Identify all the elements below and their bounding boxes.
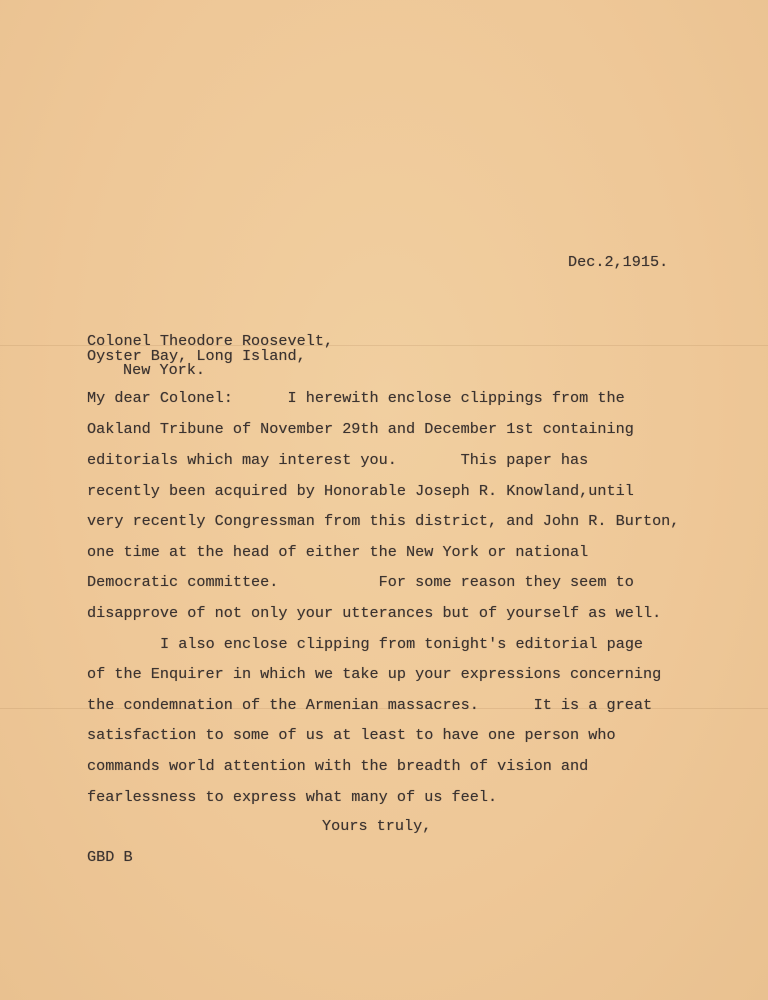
body-line: of the Enquirer in which we take up your expressions concerning bbox=[87, 665, 662, 683]
closing: Yours truly, bbox=[322, 817, 432, 835]
body-line: fearlessness to express what many of us feel. bbox=[87, 788, 498, 806]
body-line: editorials which may interest you. This paper has bbox=[87, 451, 589, 469]
body-line: satisfaction to some of us at least to have one person who bbox=[87, 726, 616, 744]
recipient-line: New York. bbox=[123, 361, 206, 379]
body-line: I also enclose clipping from tonight's editorial page bbox=[160, 635, 644, 653]
body-line: the condemnation of the Armenian massacres. It is a great bbox=[87, 696, 653, 714]
recipient-line: Colonel Theodore Roosevelt, bbox=[87, 332, 334, 350]
body-line: commands world attention with the breadth of vision and bbox=[87, 757, 589, 775]
body-line: disapprove of not only your utterances but of yourself as well. bbox=[87, 604, 662, 622]
body-line: very recently Congressman from this district, and John R. Burton, bbox=[87, 512, 680, 530]
body-line: recently been acquired by Honorable Joseph R. Knowland,until bbox=[87, 482, 634, 500]
body-line: Democratic committee. For some reason they seem to bbox=[87, 573, 634, 591]
body-line: one time at the head of either the New York or national bbox=[87, 543, 589, 561]
typist-initials: GBD B bbox=[87, 848, 133, 866]
body-line: Oakland Tribune of November 29th and December 1st containing bbox=[87, 420, 634, 438]
letter-date: Dec.2,1915. bbox=[568, 253, 669, 271]
recipient-line: Oyster Bay, Long Island, bbox=[87, 347, 306, 365]
body-line: My dear Colonel: I herewith enclose clippings from the bbox=[87, 389, 625, 407]
